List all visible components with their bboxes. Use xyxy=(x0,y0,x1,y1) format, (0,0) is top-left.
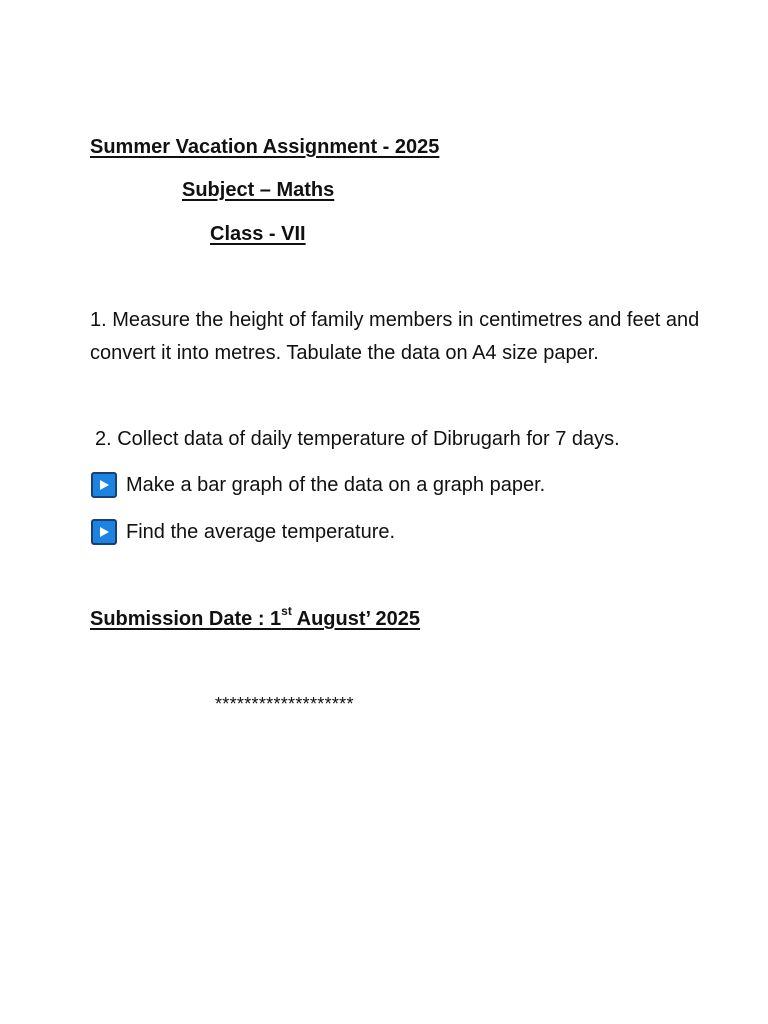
assignment-title: Summer Vacation Assignment - 2025 xyxy=(90,136,440,158)
submission-label: Submission Date : 1 xyxy=(90,608,282,630)
bullet-item xyxy=(91,472,545,498)
play-button-icon xyxy=(91,472,117,498)
bullet-item xyxy=(91,519,395,545)
subject-heading: Subject – Maths xyxy=(182,179,335,201)
date-superscript: st xyxy=(281,604,292,619)
play-button-icon xyxy=(91,519,117,545)
submission-date xyxy=(90,604,421,631)
bullet-text: Make a bar graph of the data on a graph paper. xyxy=(126,473,546,496)
submission-date-rest: August’ 2025 xyxy=(291,608,421,630)
task-two-text: 2. Collect data of daily temperature of Dibrugarh for 7 days. xyxy=(95,428,620,450)
task-one-text: 1. Measure the height of family members in centimetres and feet and convert it into metres. Tabulate the data on A4 size paper. xyxy=(90,309,700,364)
class-heading: Class - VII xyxy=(210,223,306,245)
footer-stars: ******************* xyxy=(215,694,354,714)
bullet-text: Find the average temperature. xyxy=(126,520,396,543)
